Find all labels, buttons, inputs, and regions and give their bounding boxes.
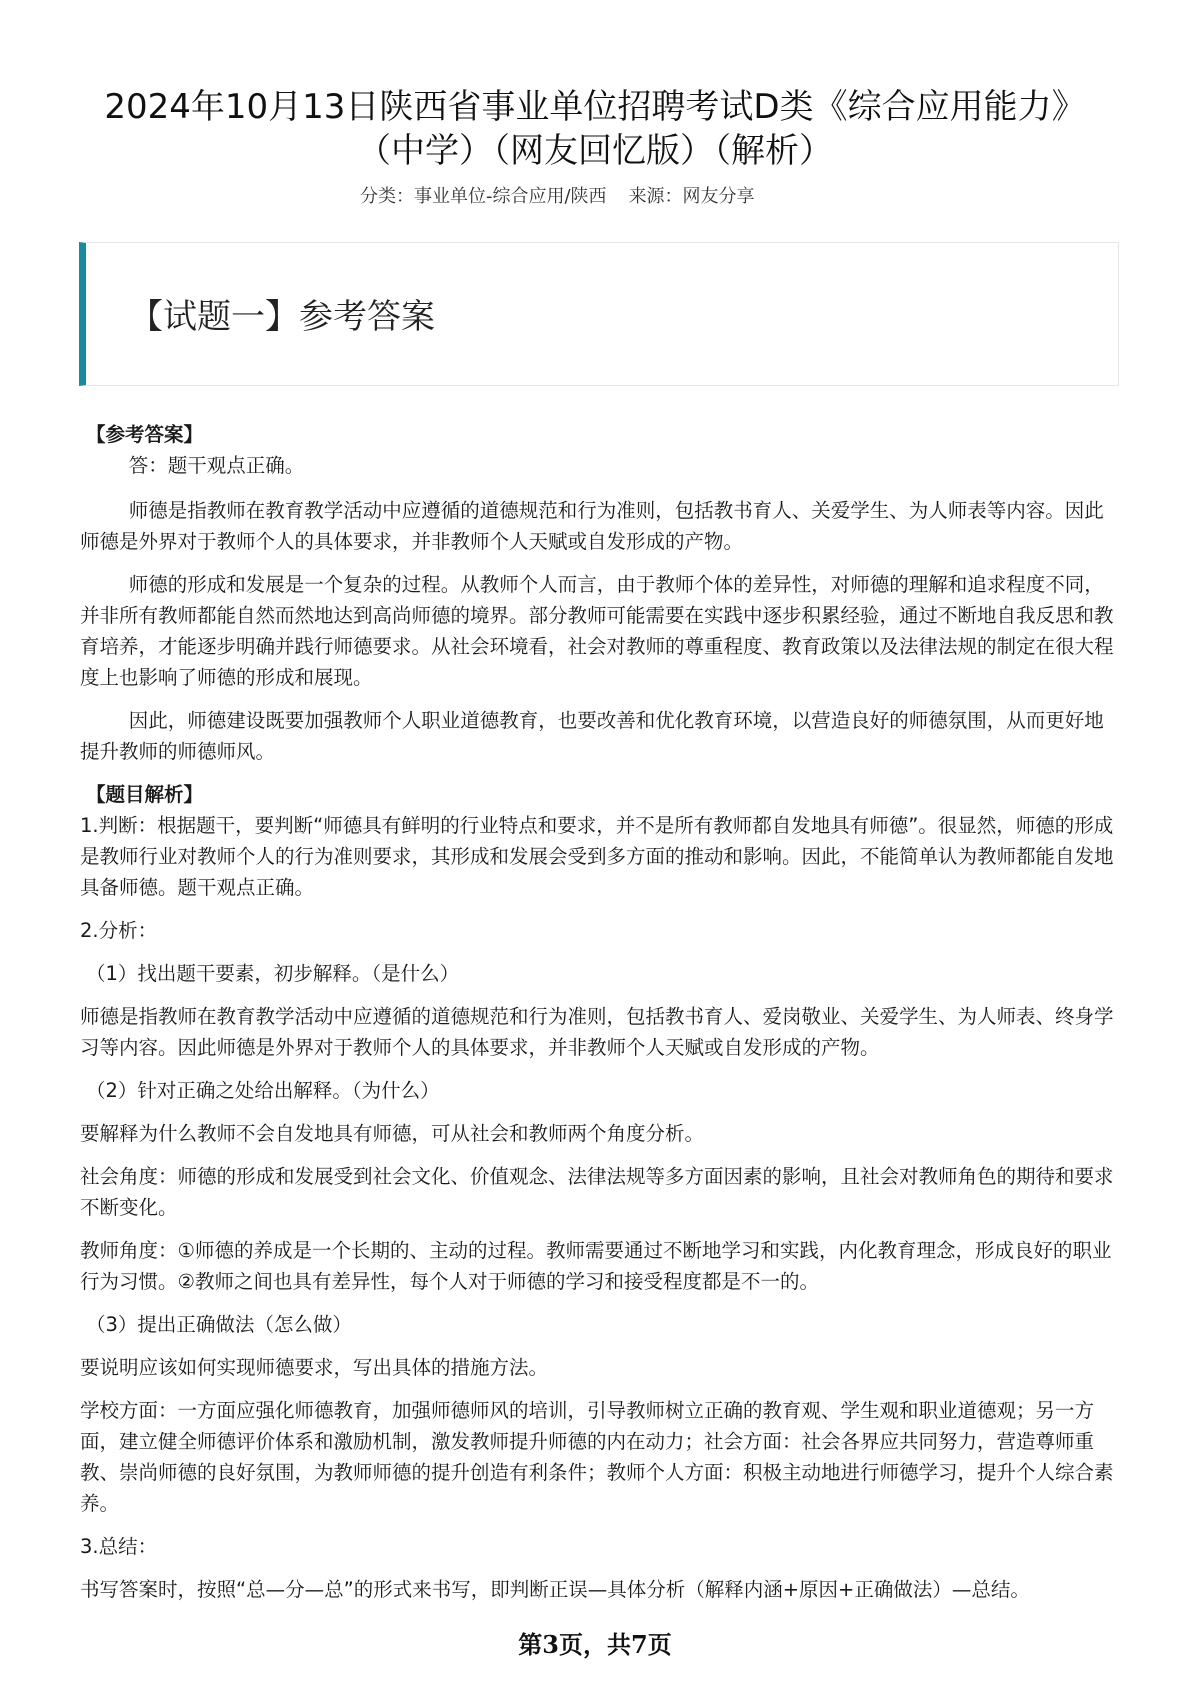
document-title-line-1: 2024年10月13日陕西省事业单位招聘考试D类《综合应用能力》 — [104, 87, 1086, 127]
answer-label: 【参考答案】 — [86, 423, 204, 446]
analysis-subheading: （3）提出正确做法（怎么做） — [86, 1313, 352, 1336]
section-header-box — [79, 242, 1119, 386]
answer-paragraph: 师德是指教师在教育教学活动中应遵循的道德规范和行为准则，包括教书育人、关爱学生、为人师表等内容。因此师德是外界对于教师个人的具体要求，并非教师个人天赋或自发形成的产物。 — [80, 499, 1104, 553]
answer-paragraph: 师德的形成和发展是一个复杂的过程。从教师个人而言，由于教师个体的差异性，对师德的理解和追求程度不同，并非所有教师都能自然而然地达到高尚师德的境界。部分教师可能需要在实践中逐步积累经验，通过不断地自我反思和教育培养，才能逐步明确并践行师德要求。从社会环境看，社会对教师的尊重程度、教育政策以及法律法规的制定在很大程度上也影响了师德的形成和展现。 — [80, 573, 1114, 689]
source-text: 来源：网友分享 — [628, 186, 755, 207]
analysis-paragraph: 教师角度：①师德的养成是一个长期的、主动的过程。教师需要通过不断地学习和实践，内化教育理念，形成良好的职业行为习惯。②教师之间也具有差异性，每个人对于师德的学习和接受程度都是不一的。 — [80, 1239, 1112, 1293]
analysis-paragraph: 学校方面：一方面应强化师德教育，加强师德师风的培训，引导教师树立正确的教育观、学生观和职业道德观；另一方面，建立健全师德评价体系和激励机制，激发教师提升师德的内在动力；社会方面：社会各界应共同努力，营造尊师重教、崇尚师德的良好氛围，为教师师德的提升创造有利条件；教师个人方面：积极主动地进行师德学习，提升个人综合素养。 — [80, 1399, 1114, 1515]
analysis-paragraph: 2.分析： — [80, 919, 158, 942]
analysis-paragraph: 师德是指教师在教育教学活动中应遵循的道德规范和行为准则，包括教书育人、爱岗敬业、关爱学生、为人师表、终身学习等内容。因此师德是外界对于教师个人的具体要求，并非教师个人天赋或自发形成的产物。 — [80, 1005, 1114, 1059]
analysis-paragraph: 书写答案时，按照“总—分—总”的形式来书写，即判断正误—具体分析（解释内涵+原因+正确做法）—总结。 — [80, 1578, 1030, 1601]
analysis-label: 【题目解析】 — [86, 783, 204, 806]
category-text: 分类：事业单位-综合应用/陕西 — [360, 186, 607, 207]
analysis-subheading: （2）针对正确之处给出解释。（为什么） — [86, 1079, 440, 1102]
answer-paragraph: 因此，师德建设既要加强教师个人职业道德教育，也要改善和优化教育环境，以营造良好的师德氛围，从而更好地提升教师的师德师风。 — [80, 709, 1104, 763]
analysis-subheading: （1）找出题干要素，初步解释。（是什么） — [86, 962, 460, 985]
analysis-paragraph: 要说明应该如何实现师德要求，写出具体的措施方法。 — [80, 1356, 549, 1379]
document-meta — [360, 184, 755, 210]
analysis-paragraph: 要解释为什么教师不会自发地具有师德，可从社会和教师两个角度分析。 — [80, 1122, 705, 1145]
answer-paragraph: 答：题干观点正确。 — [128, 454, 305, 477]
document-title-line-2: （中学）（网友回忆版）（解析） — [357, 131, 833, 171]
page-number: 第3页，共7页 — [518, 1630, 672, 1659]
analysis-paragraph: 3.总结： — [80, 1535, 158, 1558]
section-title: 【试题一】参考答案 — [129, 297, 435, 337]
analysis-paragraph: 社会角度：师德的形成和发展受到社会文化、价值观念、法律法规等多方面因素的影响，且社会对教师角色的期待和要求不断变化。 — [80, 1165, 1114, 1219]
document-body — [80, 419, 1120, 1617]
analysis-paragraph: 1.判断：根据题干，要判断“师德具有鲜明的行业特点和要求，并不是所有教师都自发地具有师德”。很显然，师德的形成是教师行业对教师个人的行为准则要求，其形成和发展会受到多方面的推动和影响。因此，不能简单认为教师都能自发地具备师德。题干观点正确。 — [80, 814, 1114, 899]
